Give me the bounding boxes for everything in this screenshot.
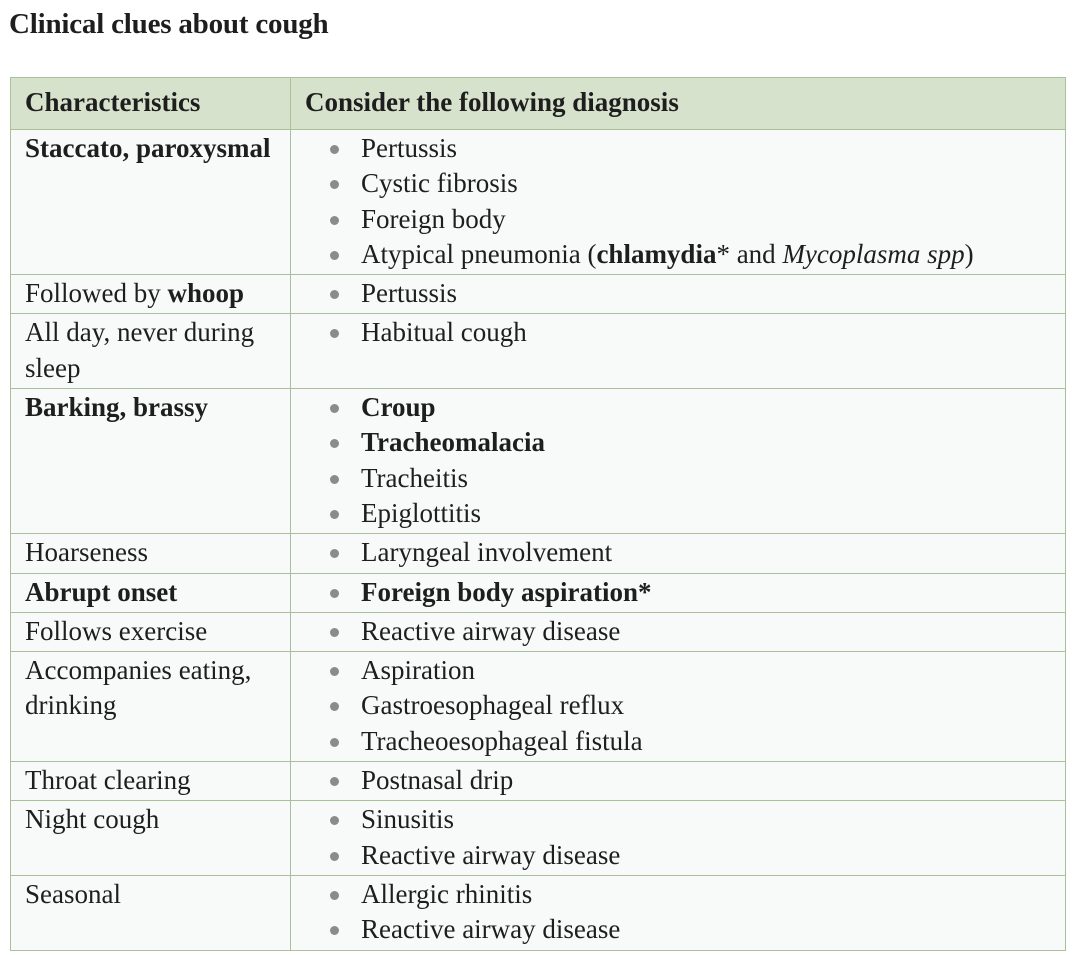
text-segment: Habitual cough bbox=[361, 317, 527, 348]
text-segment: chlamydia bbox=[596, 238, 717, 269]
table-row bbox=[11, 652, 1066, 762]
bullet-icon bbox=[330, 439, 339, 448]
diagnosis-item bbox=[305, 614, 1061, 649]
diagnosis-item bbox=[305, 912, 1061, 947]
characteristic-cell bbox=[11, 389, 291, 534]
diagnosis-item bbox=[305, 802, 1061, 837]
text-segment: All day, never during sleep bbox=[25, 317, 255, 383]
text-segment: Cystic fibrosis bbox=[361, 168, 518, 199]
diagnosis-item bbox=[305, 877, 1061, 912]
diagnosis-item bbox=[305, 724, 1061, 759]
diagnosis-item bbox=[305, 461, 1061, 496]
table-row bbox=[11, 314, 1066, 389]
diagnosis-cell bbox=[291, 612, 1066, 651]
diagnosis-list bbox=[305, 535, 1061, 570]
diagnosis-list bbox=[305, 276, 1061, 311]
diagnosis-list bbox=[305, 653, 1061, 759]
table-header-row bbox=[11, 78, 1066, 130]
characteristic-cell bbox=[11, 875, 291, 950]
text-segment: Tracheoesophageal fistula bbox=[361, 725, 643, 756]
diagnosis-list bbox=[305, 575, 1061, 610]
bullet-icon bbox=[330, 667, 339, 676]
diagnosis-item bbox=[305, 276, 1061, 311]
text-segment: Pertussis bbox=[361, 133, 458, 163]
diagnosis-item bbox=[305, 202, 1061, 237]
diagnosis-cell bbox=[291, 801, 1066, 876]
diagnosis-list bbox=[305, 877, 1061, 948]
bullet-icon bbox=[330, 290, 339, 299]
diagnosis-cell bbox=[291, 875, 1066, 950]
text-segment: Reactive airway disease bbox=[361, 914, 621, 945]
diagnosis-cell bbox=[291, 762, 1066, 801]
bullet-icon bbox=[330, 738, 339, 747]
diagnosis-item bbox=[305, 653, 1061, 688]
text-segment: Sinusitis bbox=[361, 804, 455, 835]
bullet-icon bbox=[330, 589, 339, 598]
text-segment: Follows exercise bbox=[25, 615, 208, 646]
diagnosis-item bbox=[305, 688, 1061, 723]
bullet-icon bbox=[330, 329, 339, 338]
table-row bbox=[11, 130, 1066, 275]
diagnosis-item bbox=[305, 425, 1061, 460]
table-row bbox=[11, 275, 1066, 314]
text-segment: Hoarseness bbox=[25, 537, 148, 568]
diagnosis-item bbox=[305, 390, 1061, 425]
bullet-icon bbox=[330, 549, 339, 558]
table-row bbox=[11, 534, 1066, 573]
bullet-icon bbox=[330, 777, 339, 786]
diagnosis-item bbox=[305, 496, 1061, 531]
bullet-icon bbox=[330, 628, 339, 637]
bullet-icon bbox=[330, 180, 339, 189]
diagnosis-item bbox=[305, 131, 1061, 166]
bullet-icon bbox=[330, 475, 339, 484]
bullet-icon bbox=[330, 145, 339, 154]
diagnosis-item bbox=[305, 166, 1061, 201]
text-segment: Croup bbox=[361, 392, 436, 423]
text-segment: Aspiration bbox=[361, 655, 475, 686]
text-segment: Foreign body aspiration* bbox=[361, 576, 652, 607]
text-segment: Seasonal bbox=[25, 878, 121, 909]
text-segment: Abrupt onset bbox=[25, 576, 178, 607]
characteristic-cell bbox=[11, 314, 291, 389]
bullet-icon bbox=[330, 702, 339, 711]
cough-clues-table bbox=[10, 77, 1066, 951]
diagnosis-cell bbox=[291, 130, 1066, 275]
text-segment: Barking, brassy bbox=[25, 392, 209, 423]
diagnosis-list bbox=[305, 131, 1061, 272]
diagnosis-item bbox=[305, 838, 1061, 873]
text-segment: Pertussis bbox=[361, 278, 458, 309]
diagnosis-list bbox=[305, 802, 1061, 873]
bullet-icon bbox=[330, 852, 339, 861]
bullet-icon bbox=[330, 926, 339, 935]
bullet-icon bbox=[330, 816, 339, 825]
text-segment: ) bbox=[964, 238, 974, 269]
diagnosis-item bbox=[305, 575, 1061, 610]
characteristic-cell bbox=[11, 573, 291, 612]
diagnosis-item bbox=[305, 763, 1061, 798]
table-body bbox=[11, 130, 1066, 951]
characteristic-cell bbox=[11, 801, 291, 876]
table-row bbox=[11, 389, 1066, 534]
diagnosis-cell bbox=[291, 534, 1066, 573]
diagnosis-item bbox=[305, 237, 1061, 272]
table-row bbox=[11, 573, 1066, 612]
bullet-icon bbox=[330, 891, 339, 900]
text-segment: Atypical pneumonia ( bbox=[361, 238, 597, 269]
text-segment: Gastroesophageal reflux bbox=[361, 690, 625, 721]
header-characteristics: Characteristics bbox=[11, 78, 291, 130]
diagnosis-cell bbox=[291, 275, 1066, 314]
text-segment: Staccato, paroxysmal bbox=[25, 133, 271, 163]
text-segment: Foreign body bbox=[361, 203, 506, 234]
characteristic-cell bbox=[11, 534, 291, 573]
text-segment: Tracheomalacia bbox=[361, 427, 545, 458]
header-diagnosis: Consider the following diagnosis bbox=[291, 78, 1066, 130]
diagnosis-cell bbox=[291, 314, 1066, 389]
table-row bbox=[11, 875, 1066, 950]
text-segment: * and bbox=[716, 238, 783, 269]
page-title: Clinical clues about cough bbox=[9, 8, 329, 40]
diagnosis-item bbox=[305, 315, 1061, 350]
text-segment: Allergic rhinitis bbox=[361, 878, 533, 909]
characteristic-cell bbox=[11, 652, 291, 762]
table-row bbox=[11, 762, 1066, 801]
diagnosis-list bbox=[305, 315, 1061, 350]
text-segment: Reactive airway disease bbox=[361, 615, 621, 646]
text-segment: Throat clearing bbox=[25, 765, 191, 796]
bullet-icon bbox=[330, 251, 339, 260]
text-segment: Night cough bbox=[25, 804, 160, 835]
diagnosis-list bbox=[305, 390, 1061, 531]
diagnosis-cell bbox=[291, 652, 1066, 762]
characteristic-cell bbox=[11, 275, 291, 314]
characteristic-cell bbox=[11, 762, 291, 801]
text-segment: Accompanies eating, drinking bbox=[25, 655, 252, 721]
diagnosis-cell bbox=[291, 573, 1066, 612]
text-segment: whoop bbox=[167, 278, 245, 309]
text-segment: Tracheitis bbox=[361, 462, 468, 493]
characteristic-cell bbox=[11, 130, 291, 275]
text-segment: Postnasal drip bbox=[361, 765, 514, 796]
text-segment: Followed by bbox=[25, 278, 168, 309]
text-segment: Mycoplasma spp bbox=[782, 238, 965, 269]
text-segment: Laryngeal involvement bbox=[361, 537, 613, 568]
bullet-icon bbox=[330, 216, 339, 225]
table-row bbox=[11, 612, 1066, 651]
diagnosis-list bbox=[305, 614, 1061, 649]
text-segment: Epiglottitis bbox=[361, 497, 482, 528]
characteristic-cell bbox=[11, 612, 291, 651]
text-segment: Reactive airway disease bbox=[361, 839, 621, 870]
table-row bbox=[11, 801, 1066, 876]
diagnosis-cell bbox=[291, 389, 1066, 534]
diagnosis-list bbox=[305, 763, 1061, 798]
bullet-icon bbox=[330, 404, 339, 413]
bullet-icon bbox=[330, 510, 339, 519]
diagnosis-item bbox=[305, 535, 1061, 570]
